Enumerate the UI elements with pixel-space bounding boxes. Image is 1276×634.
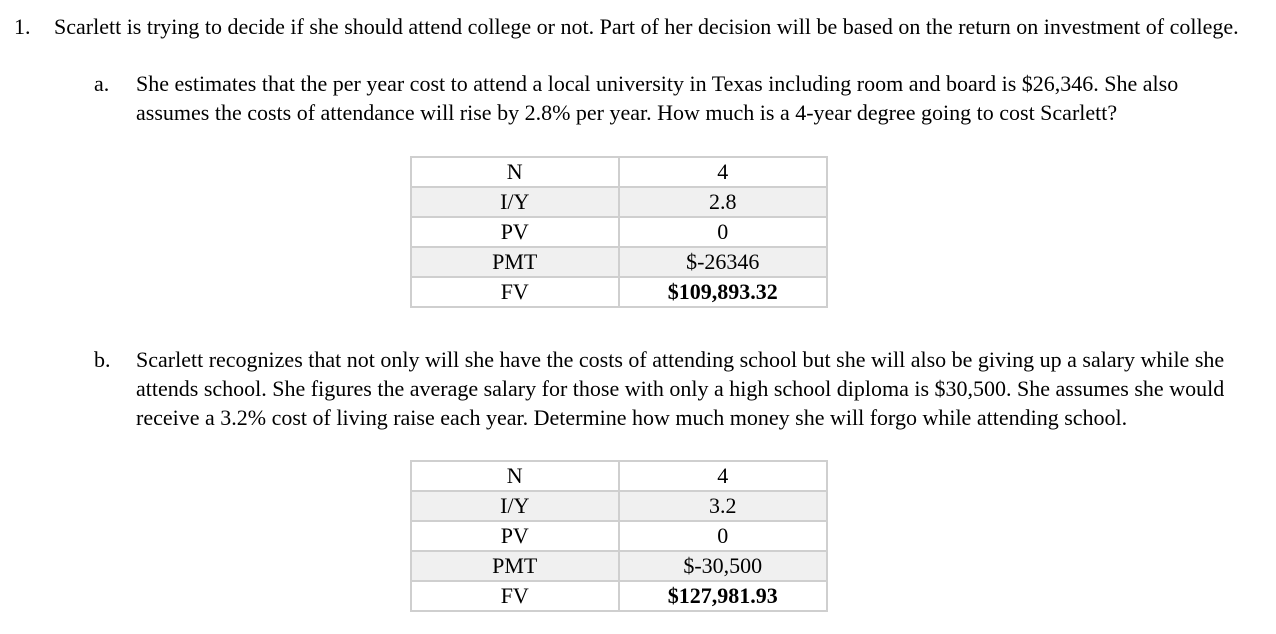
- row-value-pmt: $-26346: [619, 247, 828, 277]
- row-value-iy: 2.8: [619, 187, 828, 217]
- row-value-pmt: $-30,500: [619, 551, 828, 581]
- part-a-text: She estimates that the per year cost to attend a local university in Texas including room and board is $26,346. She also assumes the costs of attendance will rise by 2.8% per year. How much is a 4-year degree going to cost Scarlett?: [136, 71, 1179, 125]
- row-label-fv: FV: [411, 581, 619, 611]
- part-b: [94, 345, 1254, 432]
- table-row: [411, 521, 827, 551]
- row-value-fv: $109,893.32: [619, 277, 828, 307]
- row-label-pmt: PMT: [411, 551, 619, 581]
- tvm-table-a: [410, 156, 828, 308]
- part-a-letter: a.: [94, 71, 110, 96]
- row-value-n: 4: [619, 461, 828, 491]
- row-label-pmt: PMT: [411, 247, 619, 277]
- table-row: [411, 157, 827, 187]
- row-label-n: N: [411, 157, 619, 187]
- table-row: [411, 491, 827, 521]
- row-label-iy: I/Y: [411, 187, 619, 217]
- table-row: [411, 277, 827, 307]
- table-row: [411, 187, 827, 217]
- table-row: [411, 461, 827, 491]
- question-text: Scarlett is trying to decide if she should attend college or not. Part of her decision will be based on the return on investment of college.: [54, 14, 1239, 39]
- table-row: [411, 247, 827, 277]
- row-value-iy: 3.2: [619, 491, 828, 521]
- row-label-iy: I/Y: [411, 491, 619, 521]
- question-number: 1.: [14, 14, 31, 39]
- table-row: [411, 551, 827, 581]
- row-label-pv: PV: [411, 217, 619, 247]
- part-b-letter: b.: [94, 347, 111, 372]
- row-label-pv: PV: [411, 521, 619, 551]
- row-label-fv: FV: [411, 277, 619, 307]
- part-b-text: Scarlett recognizes that not only will she have the costs of attending school but she will also be giving up a salary while she attends school. She figures the average salary for those with only a high school diploma is $30,500. She assumes she would receive a 3.2% cost of living raise each year. Determine how much money she will forgo while attending school.: [136, 347, 1225, 430]
- row-value-pv: 0: [619, 521, 828, 551]
- row-label-n: N: [411, 461, 619, 491]
- question-1: [14, 12, 1254, 41]
- row-value-fv: $127,981.93: [619, 581, 828, 611]
- row-value-pv: 0: [619, 217, 828, 247]
- part-a: [94, 69, 1254, 127]
- table-row: [411, 217, 827, 247]
- tvm-table-b: [410, 460, 828, 612]
- row-value-n: 4: [619, 157, 828, 187]
- table-row: [411, 581, 827, 611]
